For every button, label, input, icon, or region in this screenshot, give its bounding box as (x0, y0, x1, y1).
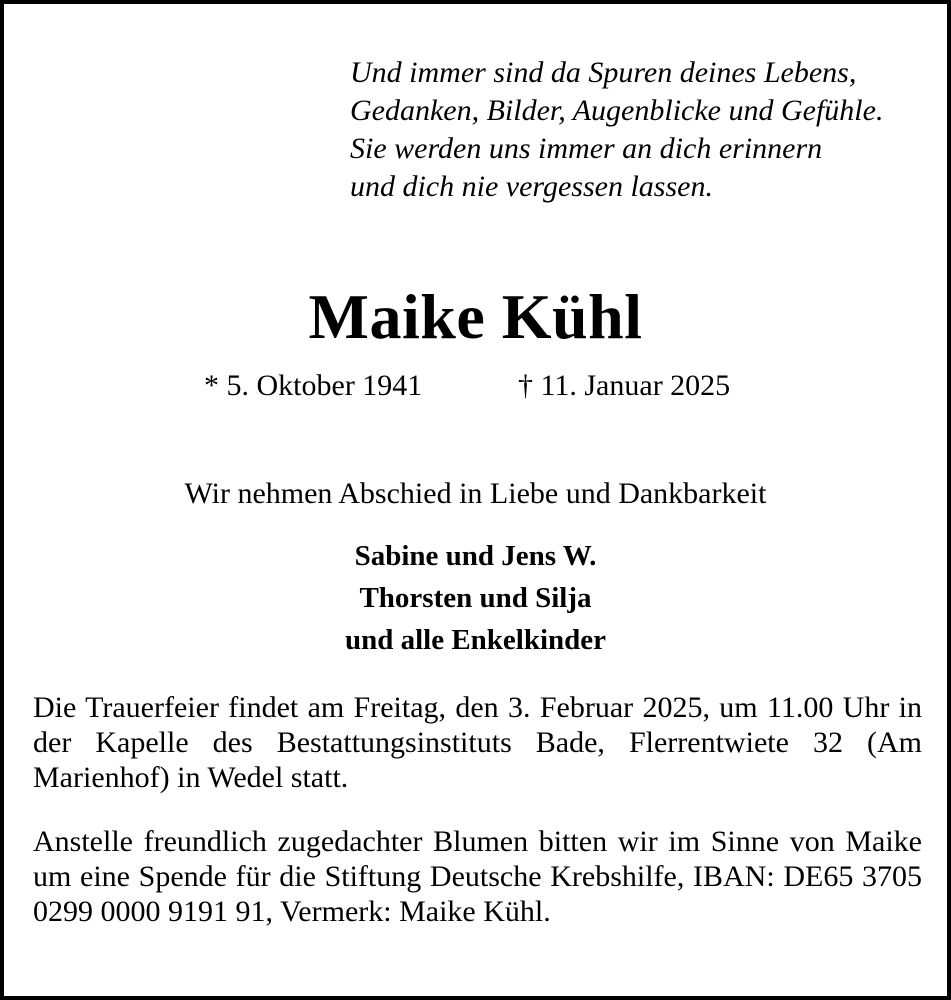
memorial-poem (350, 54, 883, 206)
birth-date: * 5. Oktober 1941 (204, 369, 423, 402)
farewell-line: Wir nehmen Abschied in Liebe und Dankbarkeit (184, 477, 767, 510)
service-notice: Die Trauerfeier findet am Freitag, den 3. Februar 2025, um 11.00 Uhr in der Kapelle des Bestattungsinstituts Bade, Flerrentwiete 32 (Am Marienhof) in Wedel statt. (33, 691, 922, 794)
mourner-entry: und alle Enkelkinder (344, 624, 607, 656)
poem-line: Gedanken, Bilder, Augenblicke und Gefühle. (350, 94, 884, 127)
donation-notice: Anstelle freundlich zugedachter Blumen bitten wir im Sinne von Maike um eine Spende für die Stiftung Deutsche Krebshilfe, IBAN: DE65 3705 0299 0000 9191 91, Vermerk: Maike Kühl. (33, 825, 922, 928)
poem-line: Sie werden uns immer an dich erinnern (350, 132, 823, 165)
mourner-entry: Thorsten und Silja (359, 582, 592, 614)
poem-line: und dich nie vergessen lassen. (350, 170, 713, 203)
deceased-name: Maike Kühl (308, 281, 643, 352)
death-date: † 11. Januar 2025 (518, 369, 731, 402)
mourner-entry: Sabine und Jens W. (354, 540, 597, 572)
mourners-list (4, 535, 947, 661)
poem-line: Und immer sind da Spuren deines Lebens, (350, 56, 857, 89)
